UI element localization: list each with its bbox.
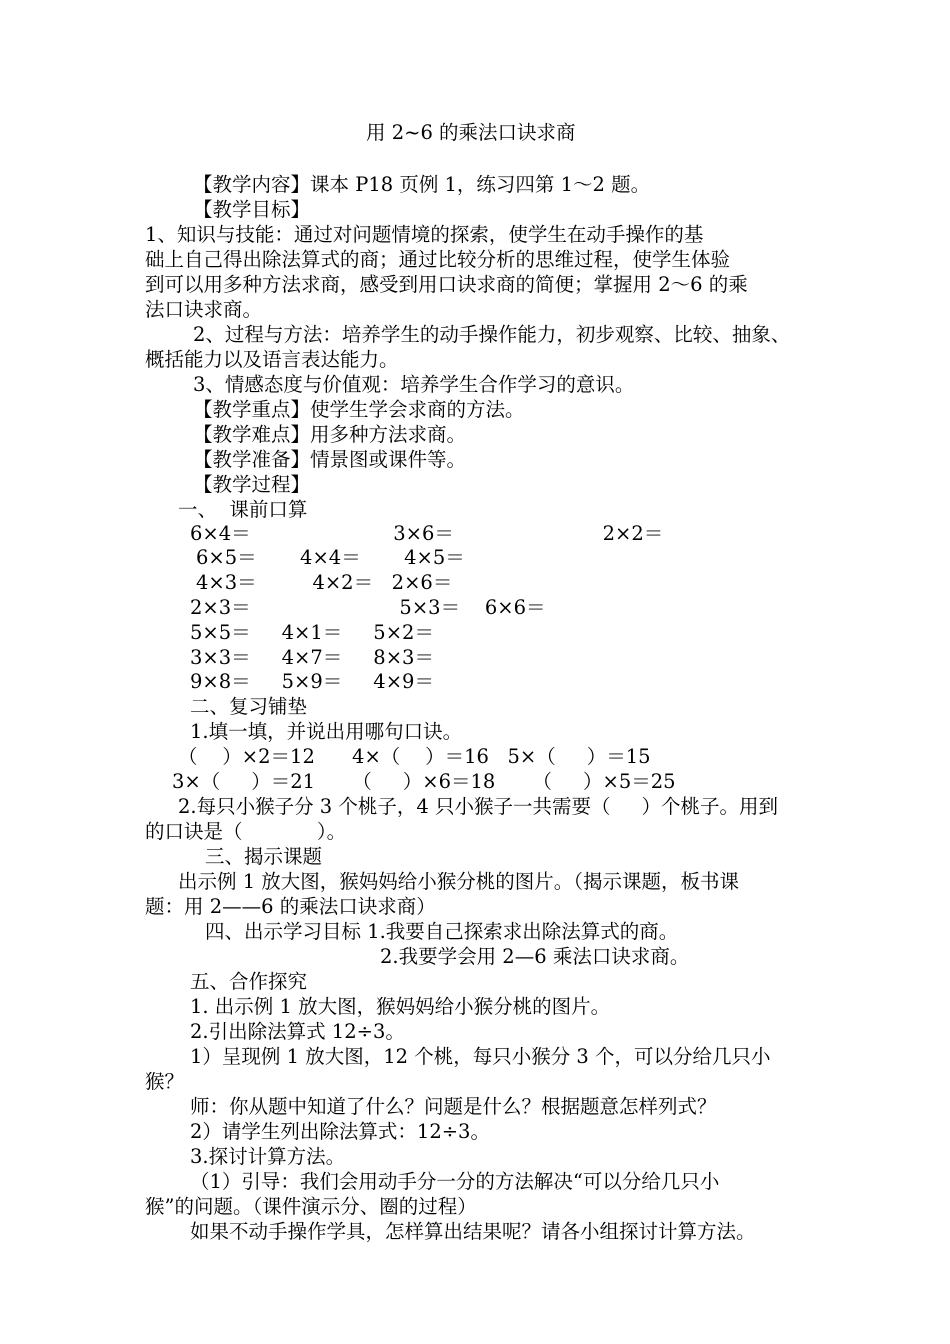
document-line: 2.每只小猴子分 3 个桃子，4 只小猴子一共需要（ ）个桃子。用到 (178, 795, 779, 818)
document-line: 【教学准备】情景图或课件等。 (193, 448, 467, 471)
document-line: 【教学难点】用多种方法求商。 (193, 423, 467, 446)
document-title: 用 2~6 的乘法口诀求商 (366, 121, 576, 144)
document-line: 二、复习铺垫 (190, 695, 308, 718)
document-line: 6×4＝ 3×6＝ 2×2＝ (190, 522, 664, 545)
document-line: 6×5＝ 4×4＝ 4×5＝ (196, 546, 465, 569)
document-line: 概括能力以及语言表达能力。 (145, 348, 399, 371)
document-line: 2×3＝ 5×3＝ 6×6＝ (190, 596, 546, 619)
document-line: （ ）×2＝12 4×（ ）＝16 5×（ ）＝15 (178, 745, 651, 768)
document-line: （1）引导：我们会用动手分一分的方法解决“可以分给几只小 (190, 1170, 720, 1193)
document-line: 猴”的问题。（课件演示分、圈的过程） (145, 1195, 477, 1218)
document-line: 三、揭示课题 (205, 845, 323, 868)
document-line: 【教学重点】使学生学会求商的方法。 (193, 398, 525, 421)
document-line: 2、过程与方法：培养学生的动手操作能力，初步观察、比较、抽象、 (193, 323, 791, 346)
document-line: 4×3＝ 4×2＝ 2×6＝ (196, 571, 453, 594)
document-line: 2.我要学会用 2—6 乘法口诀求商。 (380, 945, 690, 968)
document-line: 2）请学生列出除法算式：12÷3。 (190, 1120, 490, 1143)
document-line: 一、 课前口算 (178, 498, 308, 521)
document-line: 础上自己得出除法算式的商；通过比较分析的思维过程，使学生体验 (145, 248, 731, 271)
document-line: 出示例 1 放大图，猴妈妈给小猴分桃的图片。（揭示课题，板书课 (178, 870, 740, 893)
document-line: 师：你从题中知道了什么？问题是什么？根据题意怎样列式？ (190, 1095, 717, 1118)
document-line: 的口诀是（ ）。 (145, 820, 347, 843)
document-line: 如果不动手操作学具，怎样算出结果呢？请各小组探讨计算方法。 (190, 1220, 756, 1243)
document-line: 3×（ ）＝21 （ ）×6＝18 （ ）×5＝25 (172, 770, 676, 793)
document-line: 1）呈现例 1 放大图，12 个桃，每只小猴分 3 个，可以分给几只小 (190, 1045, 771, 1068)
document-line: 四、出示学习目标 1.我要自己探索求出除法算式的商。 (205, 920, 679, 943)
document-line: 1、知识与技能：通过对问题情境的探索，使学生在动手操作的基 (145, 223, 704, 246)
document-line: 【教学内容】课本 P18 页例 1，练习四第 1～2 题。 (193, 173, 651, 196)
document-line: 3.探讨计算方法。 (190, 1145, 346, 1168)
document-line: 法口诀求商。 (145, 298, 263, 321)
document-line: 2.引出除法算式 12÷3。 (190, 1020, 405, 1043)
document-line: 题：用 2——6 的乘法口诀求商） (145, 895, 436, 918)
document-line: 猴？ (145, 1070, 185, 1093)
document-line: 3×3＝ 4×7＝ 8×3＝ (190, 646, 434, 669)
document-line: 【教学过程】 (193, 473, 311, 496)
document-line: 9×8＝ 5×9＝ 4×9＝ (190, 670, 434, 693)
document-line: 1.填一填，并说出用哪句口诀。 (190, 720, 463, 743)
document-line: 5×5＝ 4×1＝ 5×2＝ (190, 621, 434, 644)
document-line: 【教学目标】 (193, 198, 311, 221)
document-line: 1. 出示例 1 放大图，猴妈妈给小猴分桃的图片。 (190, 995, 611, 1018)
document-line: 五、合作探究 (190, 970, 308, 993)
document-line: 到可以用多种方法求商，感受到用口诀求商的简便；掌握用 2～6 的乘 (145, 273, 748, 296)
document-line: 3、情感态度与价值观：培养学生合作学习的意识。 (193, 373, 635, 396)
